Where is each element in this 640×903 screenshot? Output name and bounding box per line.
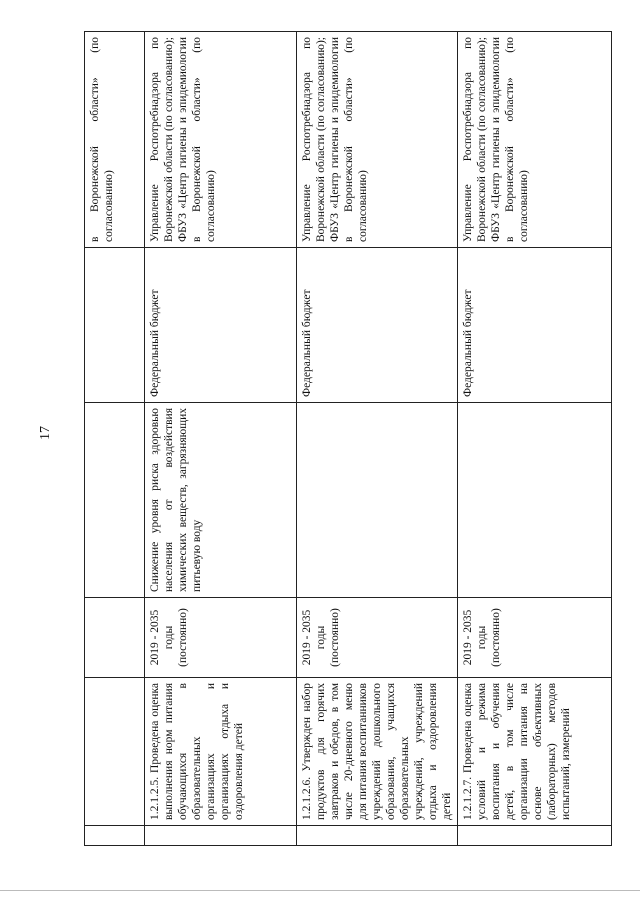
period-cell: 2019 - 2035 годы (постоянно)	[458, 598, 612, 678]
funding-cell: Федеральный бюджет	[458, 248, 612, 403]
index-cell	[297, 826, 458, 846]
page-number: 17	[38, 426, 53, 440]
period-cell	[85, 598, 145, 678]
index-cell	[458, 826, 612, 846]
action-cell	[85, 678, 145, 826]
table-row	[458, 32, 612, 846]
index-cell	[145, 826, 297, 846]
action-cell: 1.2.1.2.5. Проведена оценка выполнения норм питания обучающихся в образовательных организациях и организациях отдыха и оздоровления детей	[145, 678, 297, 826]
executor-cell: Управление Роспотребнадзора по Воронежской области (по согласованию); ФБУЗ «Центр гигиены и эпидемиологии в Воронежской области» (по согласованию)	[297, 32, 458, 248]
action-cell: 1.2.1.2.7. Проведена оценка условий и режима воспитания и обучения детей, в том числе организации питания на основе объективных (лабораторных) методов испытаний, измерений	[458, 678, 612, 826]
table-row	[145, 32, 297, 846]
result-cell	[85, 403, 145, 598]
table-row	[297, 32, 458, 846]
period-cell: 2019 - 2035 годы (постоянно)	[297, 598, 458, 678]
executor-cell: Управление Роспотребнадзора по Воронежской области (по согласованию); ФБУЗ «Центр гигиены и эпидемиологии в Воронежской области» (по согласованию)	[145, 32, 297, 248]
rotated-table-container	[84, 32, 606, 846]
period-cell: 2019 - 2035 годы (постоянно)	[145, 598, 297, 678]
action-cell: 1.2.1.2.6. Утвержден набор продуктов для горячих завтраков и обедов, в том числе 20-дневного меню для питания воспитанников учреждений дошкольного образования, учащихся образовательных учреждений, учреждений отдыха и оздоровления детей	[297, 678, 458, 826]
funding-cell: Федеральный бюджет	[297, 248, 458, 403]
measures-table	[84, 31, 612, 846]
executor-cell: в Воронежской области» (по согласованию)	[85, 32, 145, 248]
index-cell	[85, 826, 145, 846]
page-edge-line	[0, 890, 640, 891]
executor-cell: Управление Роспотребнадзора по Воронежской области (по согласованию); ФБУЗ «Центр гигиены и эпидемиологии в Воронежской области» (по согласованию)	[458, 32, 612, 248]
result-cell	[297, 403, 458, 598]
table-row	[85, 32, 145, 846]
funding-cell	[85, 248, 145, 403]
result-cell: Снижение уровня риска здоровью населения от воздействия химических веществ, загрязняющих питьевую воду	[145, 403, 297, 598]
funding-cell: Федеральный бюджет	[145, 248, 297, 403]
result-cell	[458, 403, 612, 598]
